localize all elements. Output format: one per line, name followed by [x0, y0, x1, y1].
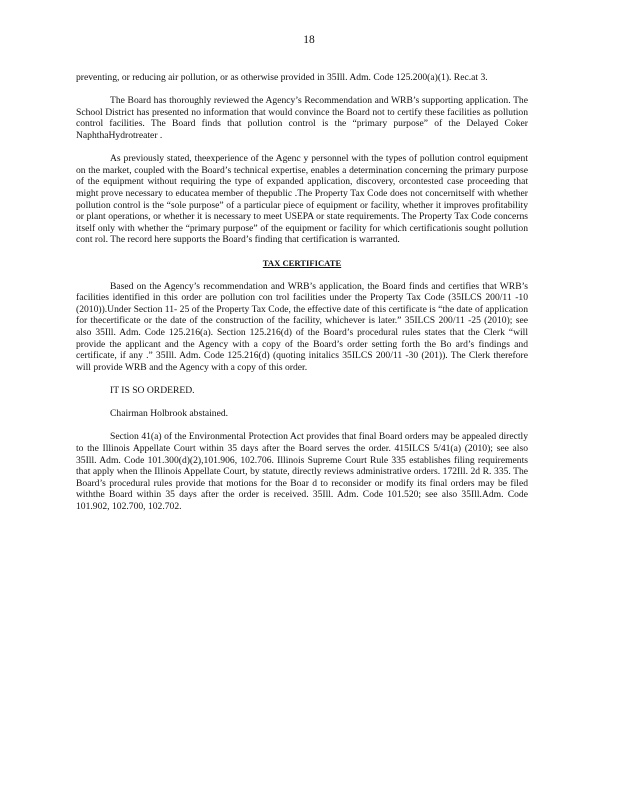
page-number: 18: [303, 34, 315, 46]
section-heading: [76, 258, 528, 270]
abstention-statement: Chairman Holbrook abstained.: [110, 408, 229, 420]
ordered-statement: IT IS SO ORDERED.: [110, 385, 195, 397]
document-body: [76, 72, 528, 524]
paragraph-certificate: Based on the Agency’s recommendation and WRB’s application, the Board finds and certifies that WRB’s facilities identified in this order are pollution con trol facilities under the Property Tax Code (35ILCS 200/11 -10 (2010)).Under Section 11- 25 of the Property Tax Code, the effective date of this certificate is “the date of application for thecertificate or the date of the construction of the facility, whichever is later.” 35ILCS 200/11 -25 (2010); see also 35Ill. Adm. Code 125.216(a). Section 125.216(d) of the Board’s procedural rules states that the Clerk “will provide the applicant and the Agency with a copy of the Board’s order setting forth the Bo ard’s findings and certificate, if any .” 35Ill. Adm. Code 125.216(d) (quoting initalics 35ILCS 200/11 -30 (201)). The Clerk therefore will provide WRB and the Agency with a copy of this order.: [76, 280, 528, 373]
paragraph-board-review: The Board has thoroughly reviewed the Agency’s Recommendation and WRB’s supporting application. The School District has presented no information that would convince the Board not to certify these facilities as pollution control facilities. The Board finds that pollution control is the “primary purpose” of the Delayed Coker NaphthaHydrotreater .: [76, 95, 528, 141]
section-heading-text: TAX CERTIFICATE: [262, 257, 342, 268]
paragraph-appeal-rights: Section 41(a) of the Environmental Protection Act provides that final Board orders may be appealed directly to the Illinois Appellate Court within 35 days after the Board serves the order. 415ILCS 5/41(a) (2010); see also 35Ill. Adm. Code 101.300(d)(2),101.906, 102.706. Illinois Supreme Court Rule 335 establishes filing requirements that apply when the Illinois Appellate Court, by statute, directly reviews administrative orders. 172Ill. 2d R. 335. The Board’s procedural rules provide that motions for the Boar d to reconsider or modify its final orders may be filed withthe Board within 35 days after the order is received. 35Ill. Adm. Code 101.520; see also 35Ill.Adm. Code 101.902, 102.700, 102.702.: [76, 431, 528, 512]
paragraph-continuation: preventing, or reducing air pollution, or as otherwise provided in 35Ill. Adm. Code 125.200(a)(1). Rec.at 3.: [76, 72, 488, 83]
paragraph-agency-experience: As previously stated, theexperience of the Agenc y personnel with the types of pollution control equipment on the market, coupled with the Board’s technical expertise, enables a determination concerning the primary purpose of the equipment without requiring the type of expanded application, discovery, orcontested case proceeding that might prove necessary to educatea member of thepublic .The Property Tax Code does not concernitself with whether pollution control is the “sole purpose” of a particular piece of equipment or facility, whether it improves profitability or plant operations, or whether it is necessary to meet USEPA or state requirements. The Property Tax Code concerns itself only with whether the “primary purpose” of the equipment or facility for which certificationis sought pollution cont rol. The record here supports the Board’s finding that certification is warranted.: [76, 153, 528, 246]
